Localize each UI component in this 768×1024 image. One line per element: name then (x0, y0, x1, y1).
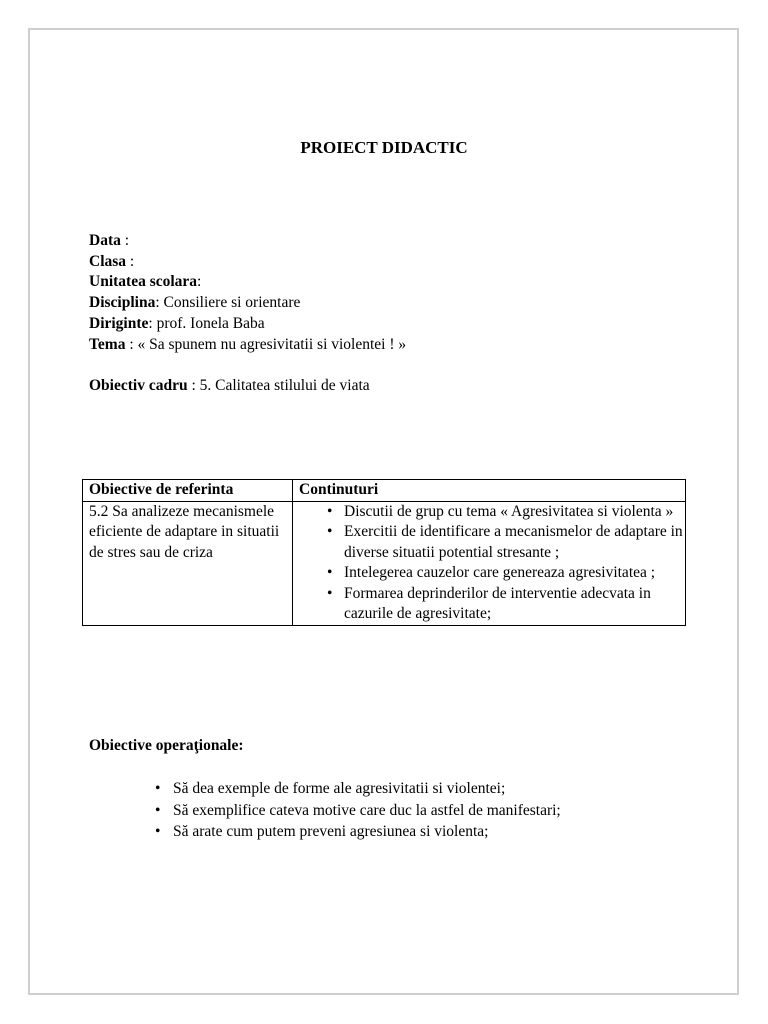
obiectiv-cadru-value: : 5. Calitatea stilului de viata (187, 377, 370, 394)
info-row-unitatea (89, 272, 406, 293)
obiectiv-cadru-label: Obiectiv cadru (89, 377, 188, 394)
contents-cell (293, 501, 686, 625)
data-label: Data (89, 232, 121, 249)
objectives-table (82, 479, 686, 626)
obiectiv-cadru (89, 377, 370, 395)
operational-objectives-title: Obiective operaţionale: (89, 737, 244, 754)
unitatea-label: Unitatea scolara (89, 273, 198, 291)
contents-list (299, 502, 685, 625)
data-value: : (120, 232, 130, 249)
bullet-icon: • (327, 523, 333, 540)
tema-label: Tema (89, 335, 126, 353)
list-item (299, 563, 685, 584)
disciplina-label: Disciplina (89, 294, 156, 312)
bullet-icon: • (327, 584, 333, 602)
table-row (83, 501, 686, 625)
page-title: PROIECT DIDACTIC (300, 138, 468, 157)
unitatea-value: : (197, 273, 202, 291)
list-item-text: Să dea exemple de forme ale agresivitatii si violentei; (173, 780, 506, 797)
lesson-info (89, 231, 406, 355)
disciplina-value: : Consiliere si orientare (155, 294, 301, 312)
clasa-value: : (126, 252, 135, 270)
bullet-icon: • (155, 801, 161, 819)
clasa-label: Clasa (89, 252, 127, 270)
objective-cell: 5.2 Sa analizeze mecanismele eficiente de adaptare in situatii de stres sau de criza (83, 501, 293, 625)
list-item (155, 800, 561, 822)
table-header-contents: Continuturi (293, 480, 686, 502)
list-item-text: Exercitii de identificare a mecanismelor de adaptare in diverse situatii potential stresante ; (344, 523, 683, 561)
bullet-icon: • (155, 823, 161, 840)
info-row-disciplina (89, 293, 406, 314)
operational-objectives-list (155, 778, 561, 843)
info-row-diriginte (89, 314, 406, 335)
list-item (155, 778, 561, 800)
list-item-text: Să exemplifice cateva motive care duc la astfel de manifestari; (173, 801, 561, 819)
list-item (155, 821, 561, 843)
diriginte-label: Diriginte (89, 314, 149, 332)
list-item (299, 522, 685, 563)
table-header-row (83, 480, 686, 502)
list-item (299, 502, 685, 523)
info-row-tema (89, 335, 406, 356)
tema-value: : « Sa spunem nu agresivitatii si violentei ! » (125, 335, 407, 353)
list-item-text: Să arate cum putem preveni agresiunea si violenta; (173, 823, 489, 840)
info-row-data (89, 231, 406, 252)
list-item-text: Intelegerea cauzelor care genereaza agresivitatea ; (344, 564, 656, 581)
bullet-icon: • (155, 780, 161, 797)
bullet-icon: • (327, 502, 333, 520)
diriginte-value: : prof. Ionela Baba (148, 314, 265, 332)
list-item (299, 584, 685, 625)
list-item-text: Formarea deprinderilor de interventie adecvata in cazurile de agresivitate; (344, 584, 651, 622)
table-header-objectives: Obiective de referinta (83, 480, 293, 502)
info-row-clasa (89, 252, 406, 273)
list-item-text: Discutii de grup cu tema « Agresivitatea si violenta » (344, 502, 674, 520)
bullet-icon: • (327, 564, 333, 581)
